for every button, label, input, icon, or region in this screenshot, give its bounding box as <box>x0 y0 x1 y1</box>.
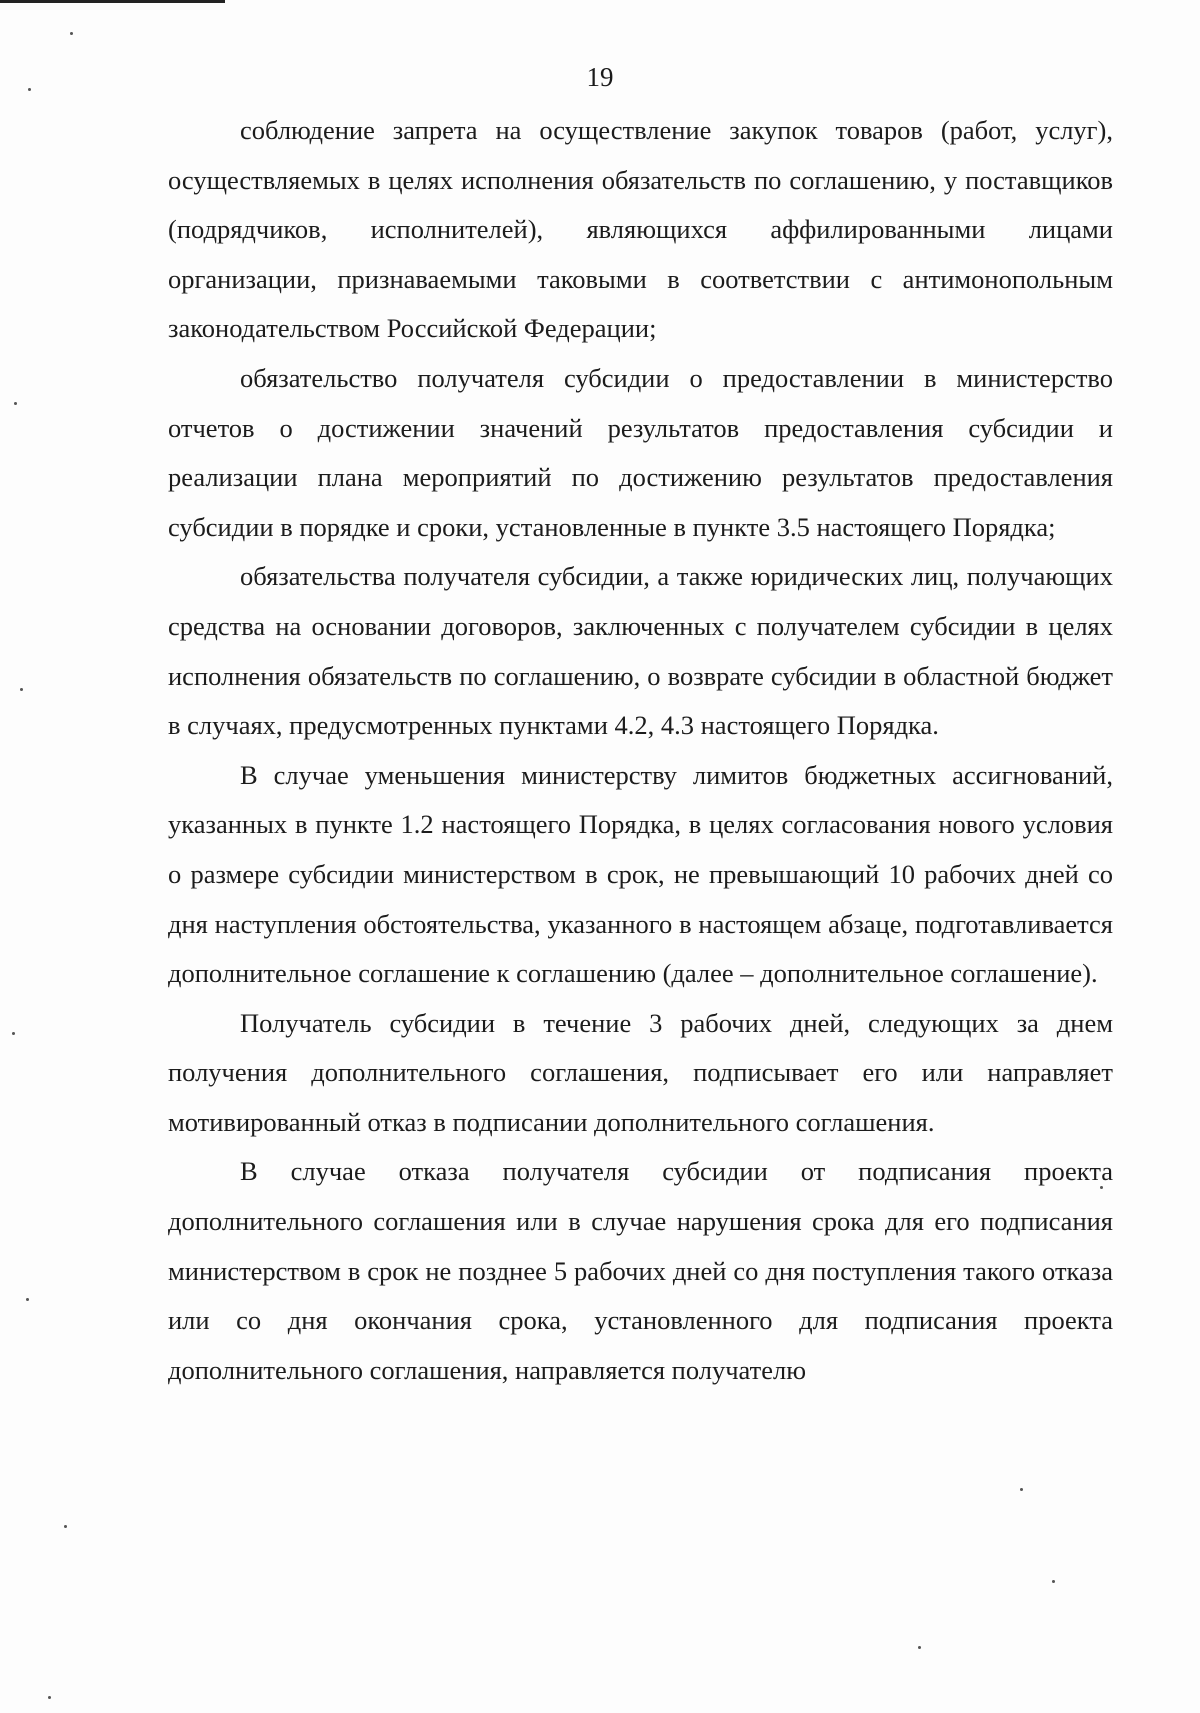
scan-speck <box>48 1696 51 1699</box>
scan-speck <box>70 32 73 35</box>
scan-speck <box>1052 1580 1055 1583</box>
scan-edge-line <box>0 0 225 3</box>
scan-speck <box>1020 1488 1023 1491</box>
paragraph: В случае уменьшения министерству лимитов бюджетных ассигнований, указанных в пункте 1.2 настоящего Порядка, в целях согласования нового условия о размере субсидии министерством в срок, не превышающий 10 рабочих дней со дня наступления обстоятельства, указанного в настоящем абзаце, подготавливается дополнительное соглашение к соглашению (далее – дополнительное соглашение). <box>168 759 1113 989</box>
paragraph: соблюдение запрета на осуществление закупок товаров (работ, услуг), осуществляемых в целях исполнения обязательств по соглашению, у поставщиков (подрядчиков, исполнителей), являющихся аффилированными лицами организации, признаваемыми таковыми в соответствии с антимонопольным законодательством Российской Федерации; <box>168 115 1113 344</box>
document-body <box>168 106 1113 1395</box>
scan-speck <box>26 1298 29 1301</box>
paragraph: обязательство получателя субсидии о предоставлении в министерство отчетов о достижении значений результатов предоставления субсидии и реализации плана мероприятий по достижению результатов предоставления субсидии в порядке и сроки, установленные в пункте 3.5 настоящего Порядка; <box>168 362 1113 542</box>
paragraph: Получатель субсидии в течение 3 рабочих дней, следующих за днем получения дополнительного соглашения, подписывает его или направляет мотивированный отказ в подписании дополнительного соглашения. <box>168 1007 1113 1137</box>
scan-speck <box>12 1032 15 1035</box>
paragraph: В случае отказа получателя субсидии от подписания проекта дополнительного соглашения или в случае нарушения срока для его подписания министерством в срок не позднее 5 рабочих дней со дня поступления такого отказа или со дня окончания срока, установленного для подписания проекта дополнительного соглашения, направляется получателю <box>168 1156 1113 1385</box>
paragraph: обязательства получателя субсидии, а также юридических лиц, получающих средства на основании договоров, заключенных с получателем субсидии в целях исполнения обязательств по соглашению, о возврате субсидии в областной бюджет в случаях, предусмотренных пунктами 4.2, 4.3 настоящего Порядка. <box>168 561 1113 741</box>
scan-speck <box>20 688 23 691</box>
scan-speck <box>918 1646 921 1649</box>
scan-speck <box>14 402 17 405</box>
page-number: 19 <box>586 62 614 92</box>
scan-speck <box>64 1525 67 1528</box>
